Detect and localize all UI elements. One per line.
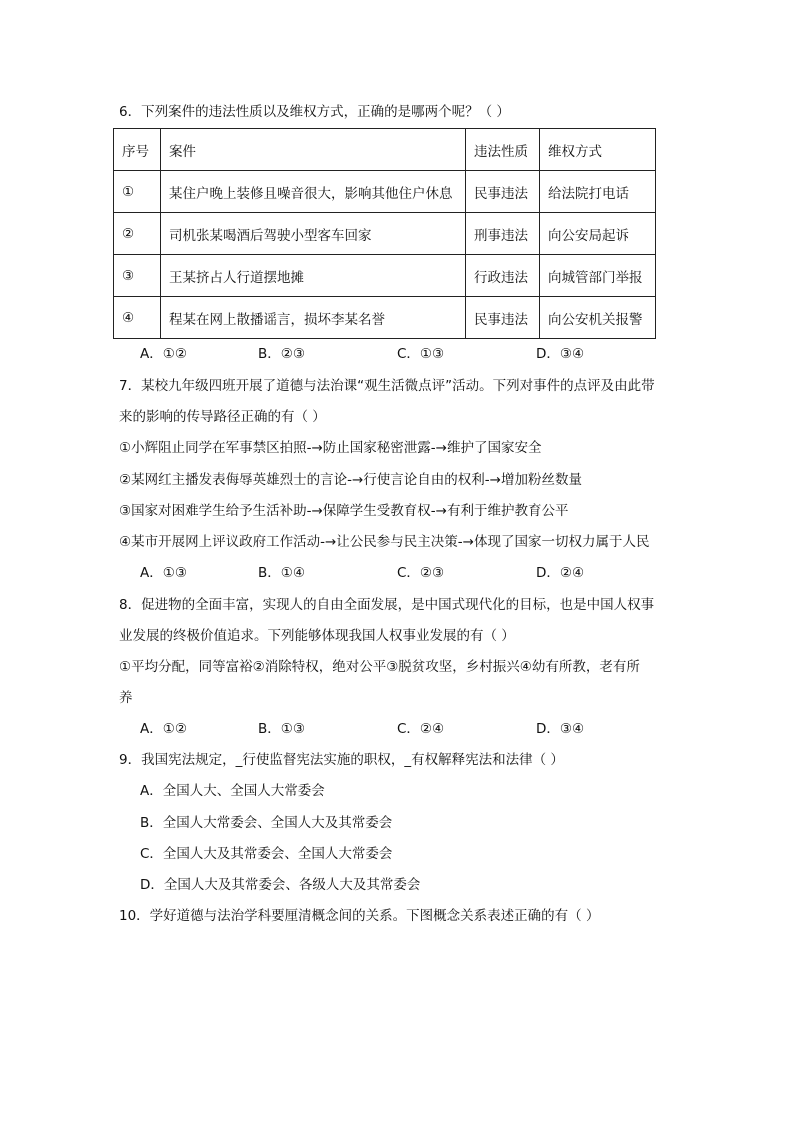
q7-option-b: B．①④ (258, 565, 305, 581)
q9-option-d: D．全国人大及其常委会、各级人大及其常委会 (140, 877, 421, 893)
question-8-stem-line1: 8．促进物的全面丰富，实现人的自由全面发展，是中国式现代化的目标，也是中国人权事 (119, 597, 655, 613)
question-10-stem: 10．学好道德与法治学科要厘清概念间的关系。下图概念关系表述正确的有（ ） (119, 908, 600, 924)
header-cell: 维权方式 (540, 129, 656, 171)
table-row (114, 255, 656, 297)
table-header-row (114, 129, 656, 171)
q6-option-c: C．①③ (397, 346, 445, 362)
q9-option-a: A．全国人大、全国人大常委会 (140, 783, 325, 799)
q9-option-c: C．全国人大及其常委会、全国人大常委会 (140, 846, 393, 862)
table-cell: 司机张某喝酒后驾驶小型客车回家 (161, 213, 466, 255)
table-cell: 向公安局起诉 (540, 213, 656, 255)
q8-option-a: A．①② (140, 721, 187, 737)
q8-items-line2: 养 (119, 690, 133, 706)
question-6-stem: 6．下列案件的违法性质以及维权方式，正确的是哪两个呢？（ ） (119, 104, 510, 120)
q7-item-3: ③国家对困难学生给予生活补助-→保障学生受教育权-→有利于维护教育公平 (119, 503, 569, 519)
q8-option-d: D．③④ (536, 721, 585, 737)
q7-option-d: D．②④ (536, 565, 585, 581)
q7-item-1: ①小辉阻止同学在军事禁区拍照-→防止国家秘密泄露-→维护了国家安全 (119, 440, 542, 456)
q8-items-line1: ①平均分配，同等富裕②消除特权，绝对公平③脱贫攻坚，乡村振兴④幼有所教，老有所 (119, 659, 640, 675)
table-cell: 向公安机关报警 (540, 297, 656, 339)
table-row (114, 213, 656, 255)
q6-option-a: A．①② (140, 346, 187, 362)
table-cell: 给法院打电话 (540, 171, 656, 213)
header-cell: 序号 (114, 129, 161, 171)
question-7-stem-line2: 来的影响的传导路径正确的有（ ） (119, 409, 326, 425)
table-cell: 向城管部门举报 (540, 255, 656, 297)
q7-item-4: ④某市开展网上评议政府工作活动-→让公民参与民主决策-→体现了国家一切权力属于人民 (119, 534, 650, 550)
q7-option-a: A．①③ (140, 565, 187, 581)
question-9-stem: 9．我国宪法规定，_行使监督宪法实施的职权，_有权解释宪法和法律（ ） (119, 752, 564, 768)
q8-option-b: B．①③ (258, 721, 305, 737)
q8-option-c: C．②④ (397, 721, 445, 737)
q6-option-d: D．③④ (536, 346, 585, 362)
table-cell: 某住户晚上装修且噪音很大，影响其他住户休息 (161, 171, 466, 213)
case-table (113, 128, 656, 339)
q6-option-b: B．②③ (258, 346, 305, 362)
table-cell: 民事违法 (466, 297, 540, 339)
table-cell: 行政违法 (466, 255, 540, 297)
table-row (114, 297, 656, 339)
table-cell: ④ (114, 297, 161, 339)
question-8-stem-line2: 业发展的终极价值追求。下列能够体现我国人权事业发展的有（ ） (119, 628, 515, 644)
table-cell: 王某挤占人行道摆地摊 (161, 255, 466, 297)
header-cell: 案件 (161, 129, 466, 171)
table-cell: 刑事违法 (466, 213, 540, 255)
q7-option-c: C．②③ (397, 565, 445, 581)
q7-item-2: ②某网红主播发表侮辱英雄烈士的言论-→行使言论自由的权利-→增加粉丝数量 (119, 472, 582, 488)
q9-option-b: B．全国人大常委会、全国人大及其常委会 (140, 815, 393, 831)
table-cell: 程某在网上散播谣言，损坏李某名誉 (161, 297, 466, 339)
table-row (114, 171, 656, 213)
question-7-stem-line1: 7．某校九年级四班开展了道德与法治课“观生活微点评”活动。下列对事件的点评及由此带 (119, 378, 655, 394)
table-cell: ① (114, 171, 161, 213)
table-cell: 民事违法 (466, 171, 540, 213)
header-cell: 违法性质 (466, 129, 540, 171)
table-cell: ② (114, 213, 161, 255)
table-cell: ③ (114, 255, 161, 297)
